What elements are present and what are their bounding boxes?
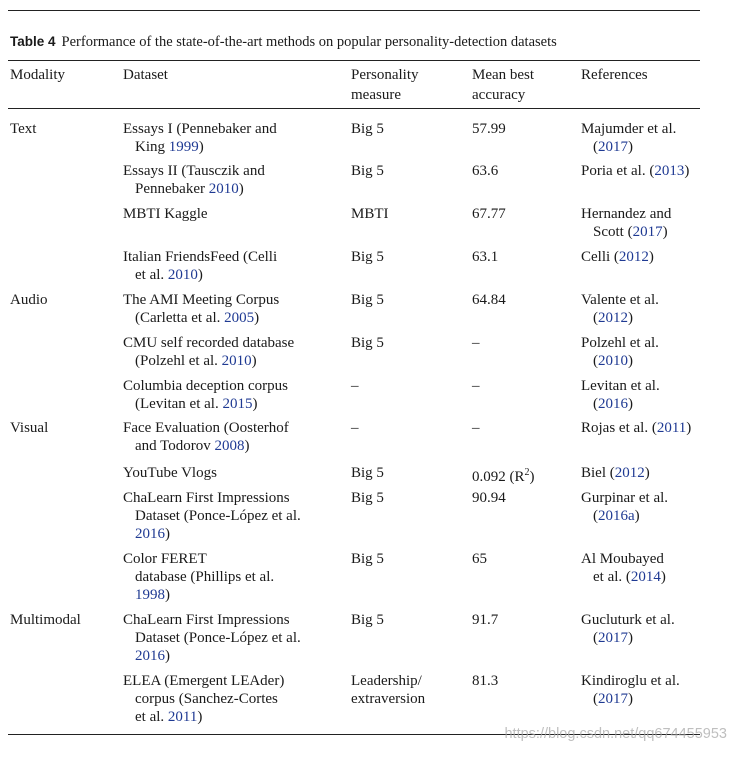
table-row-dataset: ELEA (Emergent LEAder) corpus (Sanchez-Cortes et al. 2011) [123,673,285,725]
table-row-dataset: Italian FriendsFeed (Celli et al. 2010) [123,249,278,283]
table-row-measure: Big 5 [351,292,384,308]
citation-year[interactable]: 1999 [168,139,199,155]
header-accuracy-line2: accuracy [472,87,526,103]
citation-year[interactable]: 2010 [208,181,239,197]
table-row-reference: Valente et al. (2012) [581,292,659,326]
table-row-accuracy: 65 [472,551,487,567]
citation-year[interactable]: 2012 [618,249,649,265]
table-row-accuracy: – [472,420,480,436]
citation-year[interactable]: 2016 [135,526,165,542]
citation-year[interactable]: 2010 [167,267,198,283]
table-row-accuracy: 57.99 [472,121,506,137]
citation-year[interactable]: 2014 [630,569,661,585]
table-row-reference: Gurpinar et al. (2016a) [581,490,669,524]
header-measure-line1: Personality [351,67,419,83]
modality-text: Text [10,121,37,137]
caption-text: Performance of the state-of-the-art methods on popular personality-detection datasets [61,34,557,50]
header-bottom-rule [8,108,700,109]
header-measure-line2: measure [351,87,401,103]
citation-year[interactable]: 2012 [598,310,628,326]
table-row-reference: Polzehl et al. (2010) [581,335,659,369]
table-row-reference: Poria et al. (2013) [581,163,690,179]
table-row-reference: Hernandez and Scott (2017) [581,206,672,240]
header-top-rule [8,60,700,61]
table-row-dataset: ChaLearn First Impressions Dataset (Ponce-López et al. 2016) [123,490,301,542]
table-row-measure: – [351,420,359,436]
table-row-measure: Big 5 [351,121,384,137]
table-row-reference: Kindiroglu et al. (2017) [581,673,680,707]
table-row-dataset: Color FERET database (Phillips et al. 1998) [123,551,275,603]
table-row-dataset: ChaLearn First Impressions Dataset (Ponce-López et al. 2016) [123,612,301,664]
table-row-measure: Leadership/ extraversion [351,673,426,707]
table-row-reference: Majumder et al. (2017) [581,121,677,155]
header-accuracy-line1: Mean best [472,67,535,83]
table-row-accuracy: 90.94 [472,490,506,506]
table-row-dataset: MBTI Kaggle [123,206,208,222]
modality-visual: Visual [10,420,49,436]
citation-year[interactable]: 2012 [614,465,645,481]
citation-year[interactable]: 2017 [632,224,663,240]
table-row-reference: Levitan et al. (2016) [581,378,660,412]
header-mean-best-accuracy [472,66,534,104]
table-row-dataset: Columbia deception corpus (Levitan et al. 2015) [123,378,288,412]
header-modality: Modality [10,67,65,83]
table-row-measure: – [351,378,359,394]
dataset-line2: King 1999) [135,139,204,155]
citation-year[interactable]: 2016a [598,508,635,524]
table-row-measure: Big 5 [351,490,384,506]
header-references: References [581,67,648,83]
table-row-measure: MBTI [351,206,389,222]
table-row-accuracy: 64.84 [472,292,506,308]
table-row-reference: Rojas et al. (2011) [581,420,692,436]
table-row-measure: Big 5 [351,163,384,179]
citation-year[interactable]: 2013 [654,163,685,179]
table-row-dataset: The AMI Meeting Corpus (Carletta et al. 2005) [123,292,280,326]
citation-year[interactable]: 2017 [598,139,628,155]
table-row-accuracy: 67.77 [472,206,506,222]
table-row-accuracy: 63.6 [472,163,499,179]
table-row-dataset: YouTube Vlogs [123,465,217,481]
table-row-reference: Celli (2012) [581,249,654,265]
citation-year[interactable]: 2011 [656,420,687,436]
citation-year[interactable]: 2010 [221,353,252,369]
citation-year[interactable]: 2017 [598,691,628,707]
header-personality-measure [351,66,419,104]
table-row-accuracy: 0.092 $(R^2)$ [472,467,535,485]
table-row-reference: Al Moubayed et al. (2014) [581,551,666,585]
table-row-dataset: CMU self recorded database (Polzehl et al. 2010) [123,335,295,369]
caption-label: Table 4 [10,34,56,49]
citation-year[interactable]: 2017 [598,630,628,646]
table-row-accuracy: 63.1 [472,249,499,265]
table-row-accuracy: – [472,335,480,351]
table-row-measure: Big 5 [351,551,384,567]
table-row-dataset: Essays II (Tausczik and Pennebaker 2010) [123,163,265,197]
modality-multimodal: Multimodal [10,612,81,628]
citation-year[interactable]: 1998 [135,587,165,603]
table-row-measure: Big 5 [351,612,384,628]
table-row-reference: Gucluturk et al. (2017) [581,612,675,646]
citation-year[interactable]: 2010 [598,353,628,369]
citation-year[interactable]: 2011 [167,709,198,725]
citation-year[interactable]: 2016 [598,396,628,412]
citation-year[interactable]: 2005 [224,310,255,326]
citation-year[interactable]: 2016 [135,648,165,664]
table-row-measure: Big 5 [351,249,384,265]
dataset-line1: Essays I (Pennebaker and [123,121,277,137]
citation-year[interactable]: 2015 [222,396,253,412]
table-top-rule [8,10,700,11]
superscript: 2 [524,467,530,478]
table-row-accuracy: 91.7 [472,612,499,628]
modality-audio: Audio [10,292,48,308]
table-row-measure: Big 5 [351,335,384,351]
table-row-dataset [123,120,277,156]
table-row-measure: Big 5 [351,465,384,481]
table-row-reference: Biel (2012) [581,465,650,481]
header-dataset: Dataset [123,67,168,83]
table-row-dataset: Face Evaluation (Oosterhof and Todorov 2008) [123,420,289,454]
citation-year[interactable]: 2008 [214,438,245,454]
table-caption [10,34,557,51]
table-row-accuracy: 81.3 [472,673,499,689]
watermark: https://blog.csdn.net/qq674455953 [504,726,727,742]
table-row-accuracy: – [472,378,480,394]
